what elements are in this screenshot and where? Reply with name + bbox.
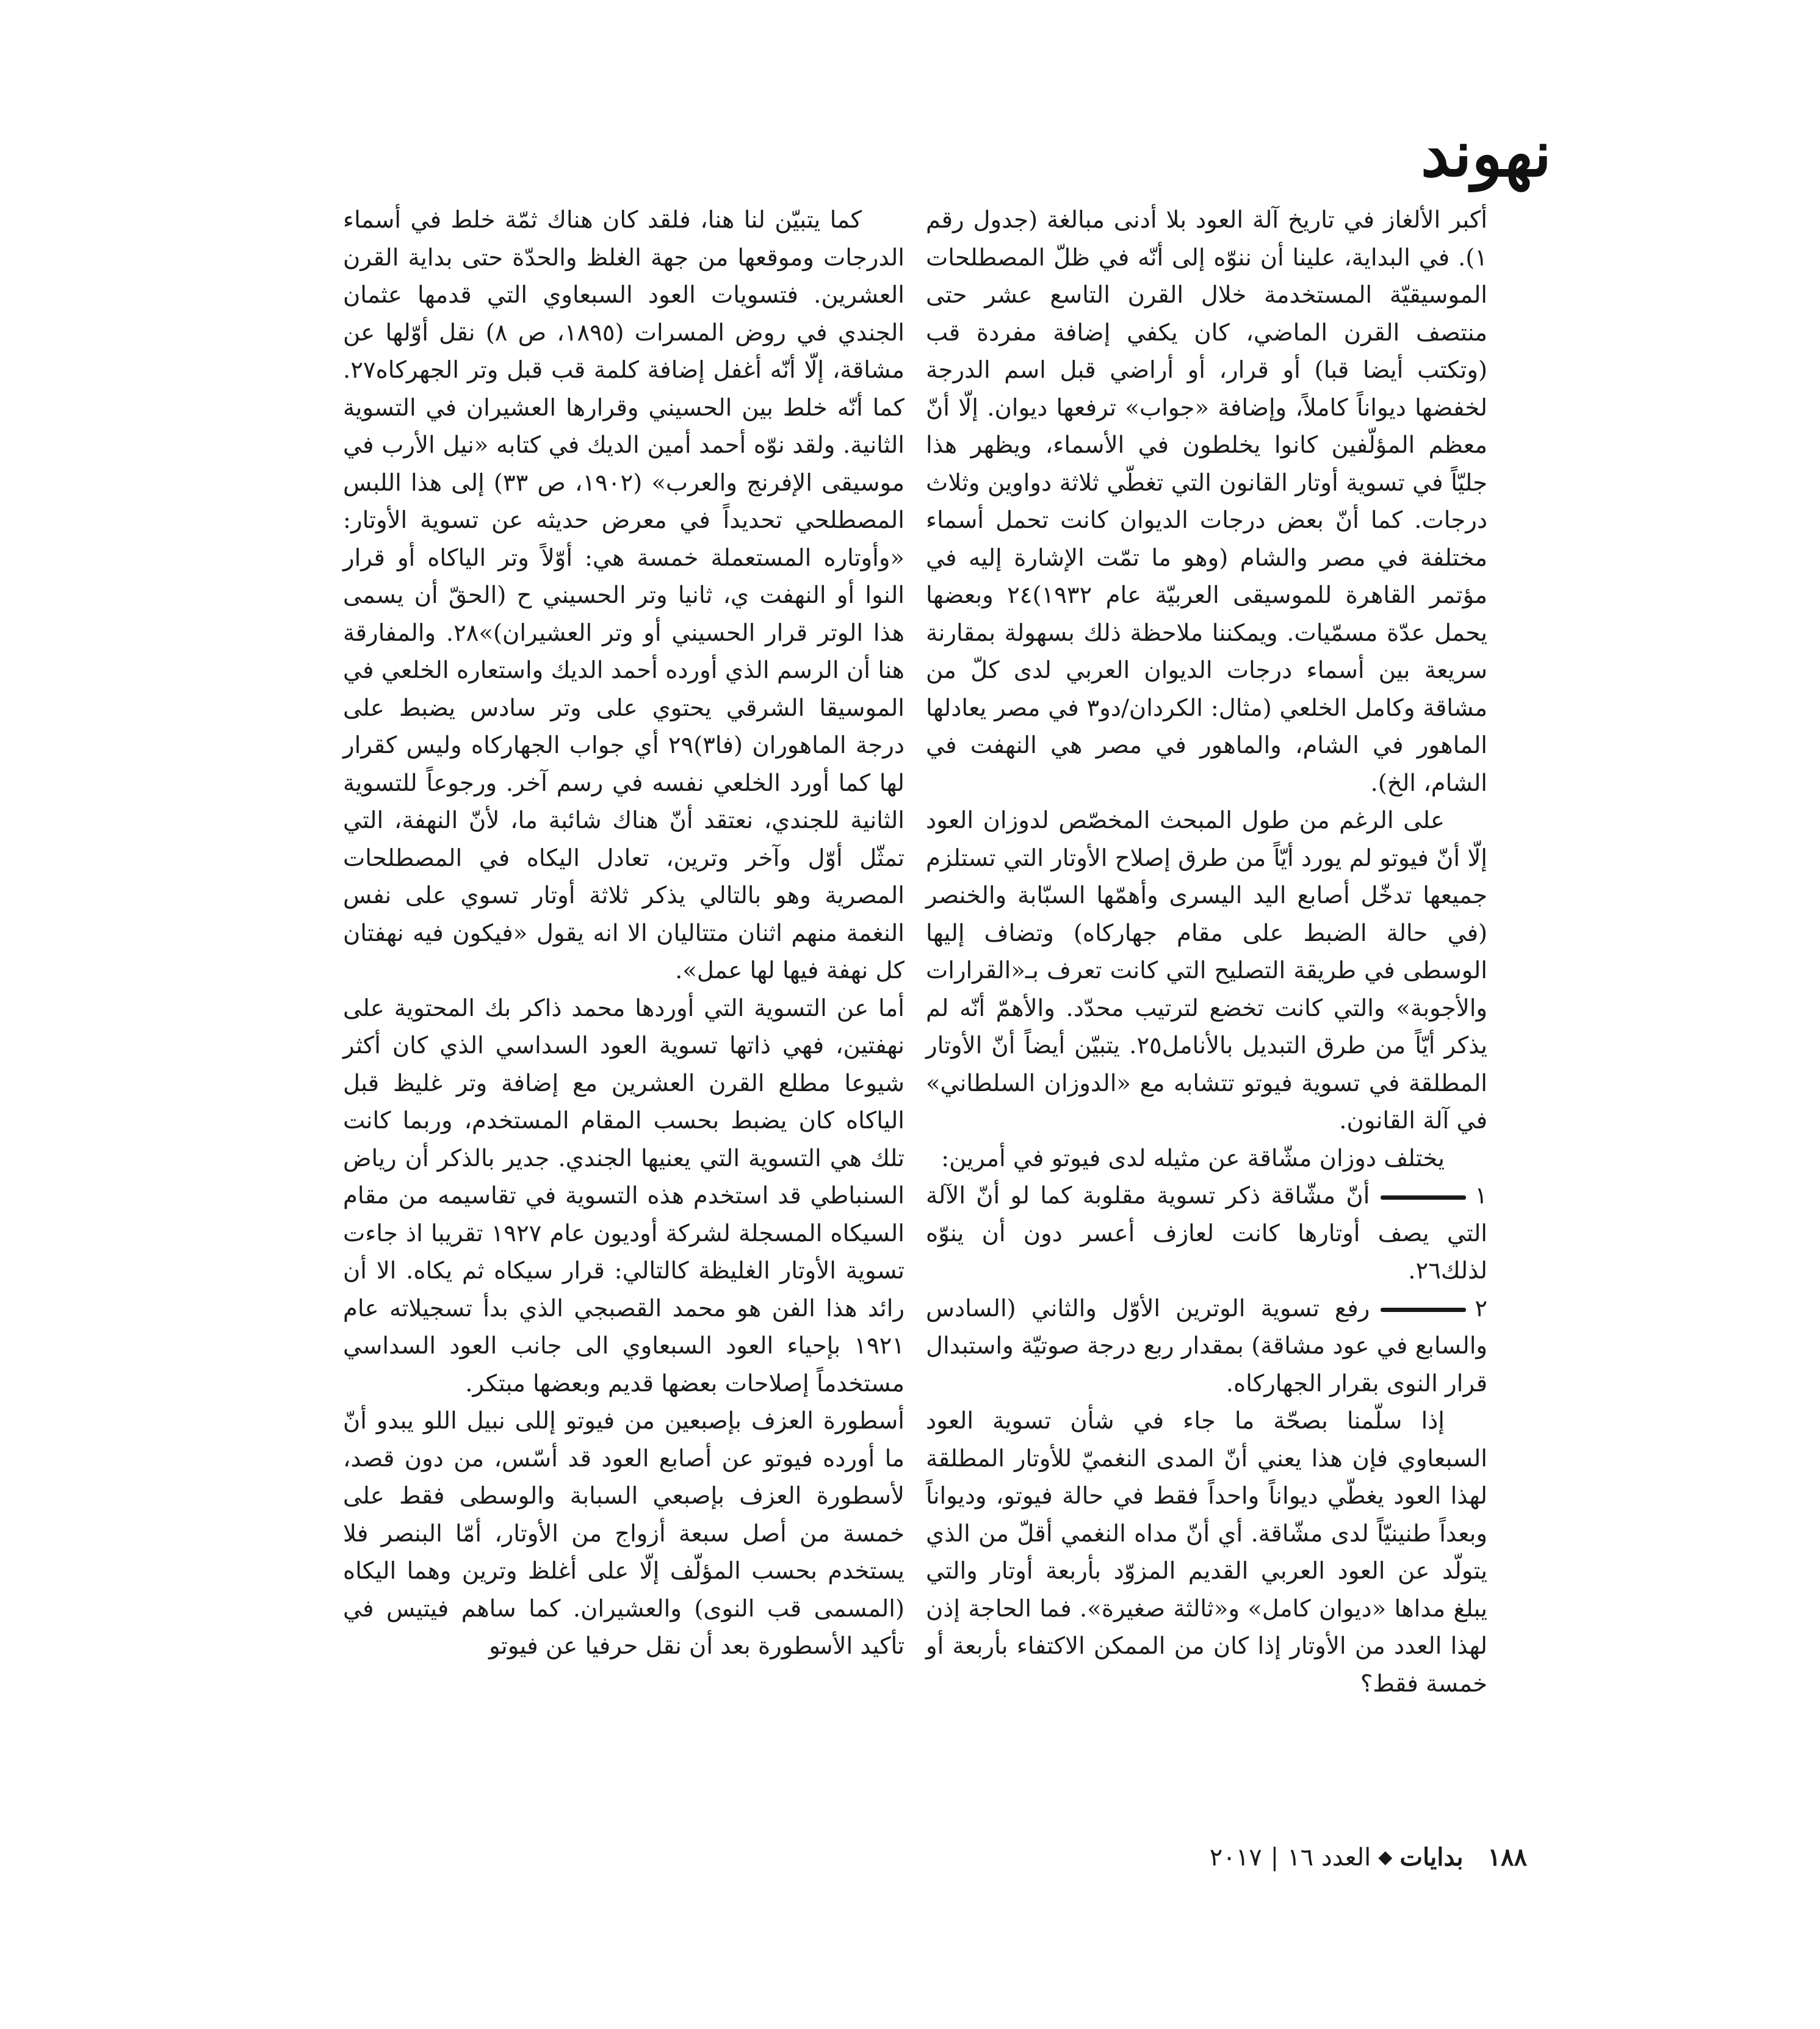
list-item — [926, 1290, 1487, 1403]
footer-separator: | — [1270, 1843, 1279, 1872]
paragraph: أسطورة العزف بإصبعين من فيوتو إللى نبيل اللو يبدو أنّ ما أورده فيوتو عن أصابع العود قد أسّس، من دون قصد، لأسطورة العزف بإصبعي السبابة والوسطى فقط على خمسة من أصل سبعة أزواج من الأوتار، أمّا البنصر فلا يستخدم بحسب المؤلّف إلّا على أغلظ وترين وهما اليكاه (المسمى قب النوى) والعشيران. كما ساهم فيتيس في تأكيد الأسطورة بعد أن نقل حرفيا عن فيوتو — [343, 1407, 905, 1660]
list-text: رفع تسوية الوترين الأوّل والثاني (السادس والسابع في عود مشاقة) بمقدار ربع درجة صوتيّة واستبدال قرار النوى بقرار الجهاركاه. — [926, 1294, 1487, 1397]
dash-rule — [1381, 1195, 1466, 1200]
paragraph: أكبر الألغاز في تاريخ آلة العود بلا أدنى مبالغة (جدول رقم ١). في البداية، علينا أن ننوّه إلى أنّه في ظلّ المصطلحات الموسيقيّة المستخدمة خلال القرن التاسع عشر حتى منتصف القرن الماضي، كان يكفي إضافة مفردة قب (وتكتب أيضا قبا) أو قرار، أو أراضي قبل اسم الدرجة لخفضها ديواناً كاملاً، وإضافة «جواب» ترفعها ديوان. إلّا أنّ معظم المؤلّفين كانوا يخلطون في الأسماء، ويظهر هذا جليّاً في تسوية أوتار القانون التي تغطّي ثلاثة دواوين وثلاث درجات. كما أنّ بعض درجات الديوان كانت تحمل أسماء مختلفة في مصر والشام (وهو ما تمّت الإشارة إليه في مؤتمر القاهرة للموسيقى العربيّة عام ١٩٣٢)٢٤ وبعضها يحمل عدّة مسمّيات. ويمكننا ملاحظة ذلك بسهولة بمقارنة سريعة بين أسماء درجات الديوان العربي لدى كلّ من مشاقة وكامل الخلعي (مثال: الكردان/دو٣ في مصر يعادلها الماهور في الشام، والماهور في مصر هي النهفت في الشام، الخ). — [926, 206, 1487, 797]
issue-year: ٢٠١٧ — [1209, 1843, 1262, 1872]
list-text: أنّ مشّاقة ذكر تسوية مقلوبة كما لو أنّ الآلة التي يصف أوتارها كانت لعازف أعسر دون أن ينوّه لذلك٢٦. — [926, 1182, 1487, 1285]
list-item — [926, 1177, 1487, 1290]
paragraph: يختلف دوزان مشّاقة عن مثيله لدى فيوتو في أمرين: — [941, 1144, 1445, 1172]
dash-rule — [1381, 1308, 1466, 1312]
list-number: ١ — [1475, 1182, 1487, 1209]
page-footer — [1210, 1843, 1527, 1872]
list-number: ٢ — [1475, 1294, 1487, 1322]
paragraph: على الرغم من طول المبحث المخصّص لدوزان العود إلّا أنّ فيوتو لم يورد أيّاً من طرق إصلاح الأوتار التي تستلزم جميعها تدخّل أصابع اليد اليسرى وأهمّها السبّابة والخنصر (في حالة الضبط على مقام جهاركاه) وتضاف إليها الوسطى في طريقة التصليح التي كانت تعرف بـ«القرارات والأجوبة» والتي كانت تخضع لترتيب محدّد. والأهمّ أنّه لم يذكر أيّاً من طرق التبديل بالأنامل٢٥. يتبيّن أيضاً أنّ الأوتار المطلقة في تسوية فيوتو تتشابه مع «الدوزان السلطاني» في آلة القانون. — [926, 807, 1487, 1134]
paragraph: إذا سلّمنا بصحّة ما جاء في شأن تسوية العود السبعاوي فإن هذا يعني أنّ المدى النغميّ للأوتار المطلقة لهذا العود يغطّي ديواناً واحداً فقط في حالة فيوتو، وديواناً وبعداً طنينيّاً لدى مشّاقة. أي أنّ مداه النغمي أقلّ من الذي يتولّد عن العود العربي القديم المزوّد بأربعة أوتار والتي يبلغ مداها «ديوان كامل» و«ثالثة صغيرة». فما الحاجة إذن لهذا العدد من الأوتار إذا كان من الممكن الاكتفاء بأربعة أو خمسة فقط؟ — [926, 1407, 1487, 1698]
section-title: نهوند — [1420, 116, 1551, 191]
right-column — [926, 201, 1487, 1703]
paragraph: أما عن التسوية التي أوردها محمد ذاكر بك المحتوية على نهفتين، فهي ذاتها تسوية العود السداسي الذي كان أكثر شيوعا مطلع القرن العشرين مع إضافة وتر غليظ قبل الياكاه كان يضبط بحسب المقام المستخدم، وربما كانت تلك هي التسوية التي يعنيها الجندي. جدير بالذكر أن رياض السنباطي قد استخدم هذه التسوية في تقاسيمه من مقام السيكاه المسجلة لشركة أوديون عام ١٩٢٧ تقريبا اذ جاءت تسوية الأوتار الغليظة كالتالي: قرار سيكاه ثم يكاه. الا أن رائد هذا الفن هو محمد القصبجي الذي بدأ تسجيلاته عام ١٩٢١ بإحياء العود السبعاوي الى جانب العود السداسي مستخدماً إصلاحات بعضها قديم وبعضها مبتكر. — [343, 994, 905, 1397]
diamond-icon: ◆ — [1378, 1847, 1393, 1868]
left-column — [343, 201, 905, 1665]
page-number: ١٨٨ — [1487, 1843, 1527, 1872]
journal-name: بدايات — [1399, 1843, 1464, 1872]
paragraph: كما يتبيّن لنا هنا، فلقد كان هناك ثمّة خلط في أسماء الدرجات وموقعها من جهة الغلظ والحدّة حتى بداية القرن العشرين. فتسويات العود السبعاوي التي قدمها عثمان الجندي في روض المسرات (١٨٩٥، ص ٨) نقل أوّلها عن مشاقة، إلّا أنّه أغفل إضافة كلمة قب قبل وتر الجهركاه٢٧. كما أنّه خلط بين الحسيني وقرارها العشيران في التسوية الثانية. ولقد نوّه أحمد أمين الديك في كتابه «نيل الأرب في موسيقى الإفرنج والعرب» (١٩٠٢، ص ٣٣) إلى هذا اللبس المصطلحي تحديداً في معرض حديثه عن تسوية الأوتار: «وأوتاره المستعملة خمسة هي: أوّلاً وتر الياكاه أو قرار النوا أو النهفت ي، ثانيا وتر الحسيني ح (الحقّ أن يسمى هذا الوتر قرار الحسيني أو وتر العشيران)»٢٨. والمفارقة هنا أن الرسم الذي أورده أحمد الديك واستعاره الخلعي في الموسيقا الشرقي يحتوي على وتر سادس يضبط على درجة الماهوران (فا٣)٢٩ أي جواب الجهاركاه وليس كقرار لها كما أورد الخلعي نفسه في رسم آخر. ورجوعاً للتسوية الثانية للجندي، نعتقد أنّ هناك شائبة ما، لأنّ النهفة، التي تمثّل أوّل وآخر وترين، تعادل اليكاه في المصطلحات المصرية وهو بالتالي يذكر ثلاثة أوتار تسوي على نفس النغمة منهم اثنان متتاليان الا انه يقول «فيكون فيه نهفتان كل نهفة فيها لها عمل». — [343, 206, 905, 984]
issue-label: العدد ١٦ — [1287, 1843, 1371, 1872]
